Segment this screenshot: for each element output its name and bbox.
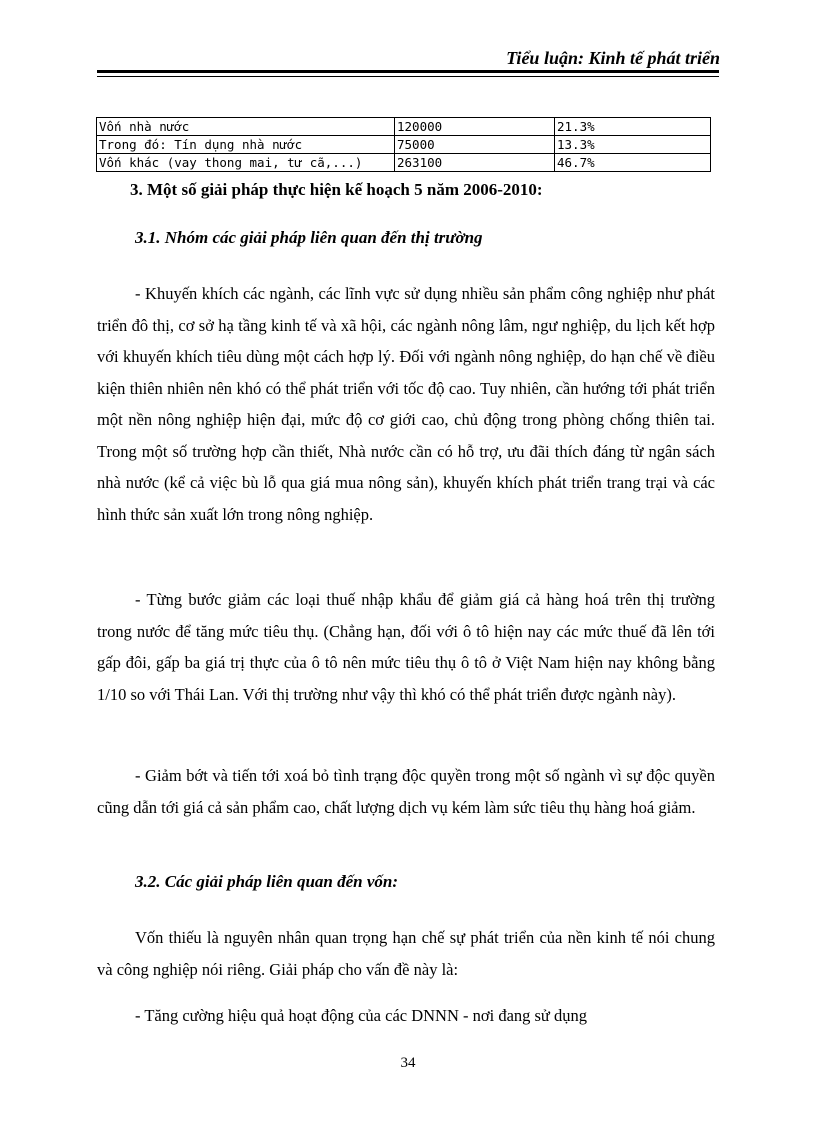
table-cell: Vốn nhà nước — [97, 118, 395, 136]
table-cell: 21.3% — [555, 118, 711, 136]
section-3-heading: 3. Một số giải pháp thực hiện kế hoạch 5 năm 2006-2010: — [130, 180, 543, 199]
paragraph-market-2: - Từng bước giảm các loại thuế nhập khẩu để giảm giá cả hàng hoá trên thị trường trong nước để tăng mức tiêu thụ. (Chẳng hạn, đối với ô tô hiện nay các mức thuế đã lên tới gấp đôi, gấp ba giá trị thực của ô tô nên mức tiêu thụ ô tô ở Việt Nam hiện nay không bằng 1/10 so với Thái Lan. Với thị trường như vậy thì khó có thể phát triển được ngành này). — [97, 590, 715, 704]
page-number: 34 — [400, 1055, 416, 1071]
header-rule-thin — [97, 76, 719, 77]
table-row — [97, 118, 711, 136]
header-rule — [97, 70, 719, 73]
section-3-2-heading: 3.2. Các giải pháp liên quan đến vốn: — [135, 872, 399, 891]
paragraph-market-3: - Giảm bớt và tiến tới xoá bỏ tình trạng độc quyền trong một số ngành vì sự độc quyền cũng dẫn tới giá cả sản phẩm cao, chất lượng dịch vụ kém làm sức tiêu thụ hàng hoá giảm. — [97, 766, 715, 817]
table-cell: Trong đó: Tín dụng nhà nước — [97, 136, 395, 154]
table-row — [97, 136, 711, 154]
funding-table — [96, 117, 711, 172]
paragraph-capital-2: - Tăng cường hiệu quả hoạt động của các DNNN - nơi đang sử dụng — [135, 1006, 588, 1025]
table-cell: 263100 — [395, 154, 555, 172]
header-title: Tiểu luận: Kinh tế phát triển — [506, 48, 720, 68]
table-cell: 75000 — [395, 136, 555, 154]
table-cell: 13.3% — [555, 136, 711, 154]
section-3-1-heading: 3.1. Nhóm các giải pháp liên quan đến thị trường — [135, 228, 483, 247]
paragraph-market-1: - Khuyến khích các ngành, các lĩnh vực sử dụng nhiều sản phẩm công nghiệp như phát triển đô thị, cơ sở hạ tầng kinh tế và xã hội, các ngành nông lâm, ngư nghiệp, du lịch kết hợp với khuyến khích tiêu dùng một cách hợp lý. Đối với ngành nông nghiệp, do hạn chế về điều kiện thiên nhiên nên khó có thể phát triển với tốc độ cao. Tuy nhiên, cần hướng tới phát triển một nền nông nghiệp hiện đại, mức độ cơ giới cao, chủ động trong phòng chống thiên tai. Trong một số trường hợp cần thiết, Nhà nước cần có hỗ trợ, ưu đãi thích đáng từ ngân sách nhà nước (kể cả việc bù lỗ qua giá mua nông sản), khuyến khích phát triển trang trại và các hình thức sản xuất lớn trong nông nghiệp. — [97, 284, 715, 524]
table-cell: 46.7% — [555, 154, 711, 172]
table-cell: 120000 — [395, 118, 555, 136]
table-row — [97, 154, 711, 172]
table-cell: Vốn khác (vay thong mai, tư cã,...) — [97, 154, 395, 172]
paragraph-capital-1: Vốn thiếu là nguyên nhân quan trọng hạn chế sự phát triển của nền kinh tế nói chung và công nghiệp nói riêng. Giải pháp cho vấn đề này là: — [97, 928, 715, 979]
